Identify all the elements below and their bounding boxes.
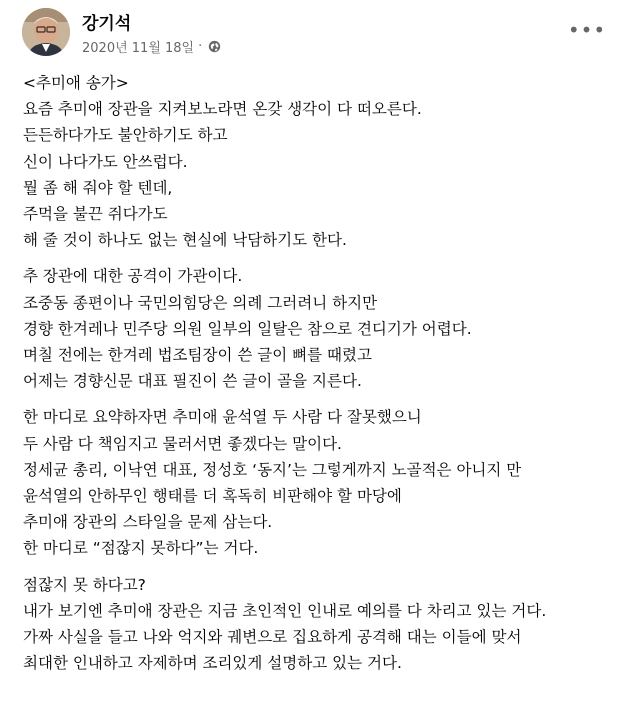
text-line: 주먹을 불끈 쥐다가도 <box>23 205 168 224</box>
text-line: 신이 나다가도 안쓰럽다. <box>23 152 188 171</box>
post-body <box>23 70 613 686</box>
author-name[interactable]: 강기석 <box>82 14 132 34</box>
text-line: 뭘 좀 해 줘야 할 텐데, <box>23 178 173 197</box>
text-line: 정세균 총리, 이낙연 대표, 정성호 ‘동지’는 그렇게까지 노골적은 아니지 만 <box>23 460 522 479</box>
post-date[interactable]: 2020년 11월 18일 <box>82 41 195 56</box>
paragraph-1 <box>23 70 613 253</box>
text-line: 두 사람 다 책임지고 물러서면 좋겠다는 말이다. <box>23 434 342 453</box>
avatar-portrait <box>22 8 70 56</box>
text-line: 며칠 전에는 한겨레 법조팀장이 쓴 글이 뼈를 때렸고 <box>23 346 372 365</box>
text-line: <추미애 송가> <box>23 74 129 92</box>
text-line: 요즘 추미애 장관을 지켜보노라면 온갖 생각이 다 떠오른다. <box>23 100 422 119</box>
globe-icon[interactable] <box>208 40 221 53</box>
text-line: 최대한 인내하고 자제하며 조리있게 설명하고 있는 거다. <box>23 654 402 673</box>
text-line: 어제는 경향신문 대표 필진이 쓴 글이 골을 지른다. <box>23 372 362 391</box>
paragraph-4 <box>23 572 613 677</box>
text-line: 해 줄 것이 하나도 없는 현실에 낙담하기도 한다. <box>23 231 347 250</box>
text-line: 한 마디로 “점잖지 못하다”는 거다. <box>23 539 259 558</box>
meta-separator: · <box>198 39 203 54</box>
more-options-button[interactable] <box>567 16 607 44</box>
text-line: 추미애 장관의 스타일을 문제 삼는다. <box>23 513 273 532</box>
post-meta <box>82 37 221 56</box>
text-line: 한 마디로 요약하자면 추미애 윤석열 두 사람 다 잘못했으니 <box>23 408 422 427</box>
text-line: 든든하다가도 불안하기도 하고 <box>23 126 228 145</box>
text-line: 가짜 사실을 들고 나와 억지와 궤변으로 집요하게 공격해 대는 이들에 맞서 <box>23 628 522 647</box>
text-line: 추 장관에 대한 공격이 가관이다. <box>23 267 243 286</box>
text-line: 윤석열의 안하무인 행태를 더 혹독히 비판해야 할 마당에 <box>23 487 402 506</box>
author-avatar[interactable] <box>22 8 70 56</box>
text-line: 내가 보기엔 추미애 장관은 지금 초인적인 인내로 예의를 다 차리고 있는 거다. <box>23 601 547 620</box>
paragraph-2 <box>23 263 613 394</box>
text-line: 점잖지 못 하다고? <box>23 575 146 594</box>
more-options-icon: ••• <box>567 18 607 42</box>
text-line: 조중동 종편이나 국민의힘당은 의례 그러려니 하지만 <box>23 293 378 312</box>
paragraph-3 <box>23 404 613 561</box>
text-line: 경향 한겨레나 민주당 의원 일부의 일탈은 참으로 견디기가 어렵다. <box>23 319 472 338</box>
